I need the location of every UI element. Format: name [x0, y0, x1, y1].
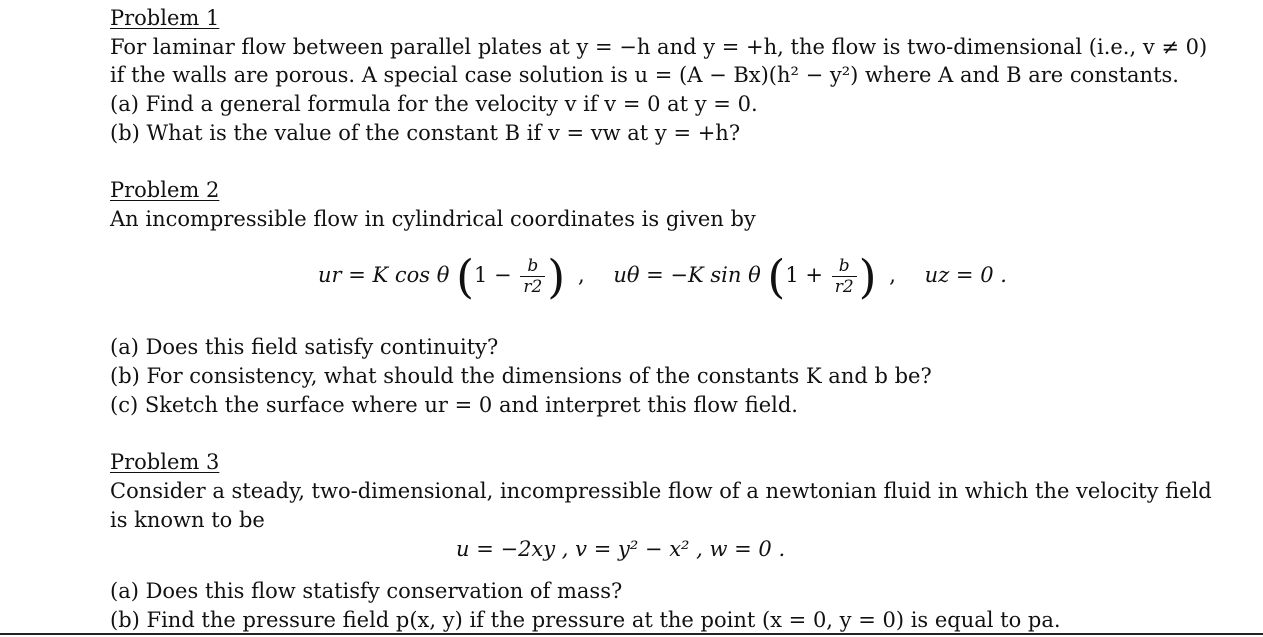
utheta-paren-left: (: [767, 249, 786, 304]
problem-3-intro-line-1: Consider a steady, two-dimensional, incompressible flow of a newtonian fluid in which the velocity field: [110, 479, 1212, 503]
problem-1-heading: Problem 1: [110, 6, 220, 30]
problem-1-intro-line-2: if the walls are porous. A special case solution is u = (A − Bx)(h² − y²) where A and B are constants.: [110, 63, 1179, 87]
problem-3-part-a: (a) Does this flow statisfy conservation of mass?: [110, 579, 623, 603]
problem-1-intro-line-1: For laminar flow between parallel plates at y = −h and y = +h, the flow is two-dimensional (i.e., v ≠ 0): [110, 35, 1208, 59]
problem-2-part-a: (a) Does this field satisfy continuity?: [110, 335, 499, 359]
equation-separator-2: ,: [889, 263, 896, 287]
problem-2-heading: Problem 2: [110, 178, 220, 202]
problem-2-equation: [318, 249, 1007, 304]
problem-2-part-b: (b) For consistency, what should the dimensions of the constants K and b be?: [110, 364, 932, 388]
problem-2-intro: An incompressible flow in cylindrical coordinates is given by: [110, 207, 756, 231]
equation-separator-1: ,: [577, 263, 585, 287]
utheta-fraction: [832, 256, 857, 297]
problem-3-intro-line-2: is known to be: [110, 508, 265, 532]
problem-1-part-a: (a) Find a general formula for the velocity v if v = 0 at y = 0.: [110, 92, 758, 116]
problem-3-part-b: (b) Find the pressure field p(x, y) if the pressure at the point (x = 0, y = 0) is equal to pa.: [110, 608, 1061, 632]
uz-equation: uz = 0 .: [924, 263, 1007, 287]
problem-2-part-c: (c) Sketch the surface where ur = 0 and interpret this flow field.: [110, 393, 798, 417]
ur-fraction-denominator: r2: [523, 277, 543, 297]
utheta-fraction-denominator: r2: [834, 277, 854, 297]
ur-paren-left: (: [456, 249, 475, 304]
ur-one-minus: 1 −: [474, 263, 512, 287]
bottom-divider: [0, 633, 1263, 635]
problem-1-part-b: (b) What is the value of the constant B if v = vw at y = +h?: [110, 121, 741, 145]
ur-fraction: [520, 256, 545, 297]
problem-3-heading: Problem 3: [110, 450, 220, 474]
utheta-one-plus: 1 +: [785, 263, 824, 287]
utheta-fraction-numerator: b: [832, 256, 857, 277]
ur-lhs: ur = K cos θ: [318, 263, 450, 287]
problem-3-equation: u = −2xy , v = y² − x² , w = 0 .: [456, 537, 786, 561]
ur-fraction-numerator: b: [520, 256, 545, 277]
ur-paren-right: ): [547, 249, 566, 304]
utheta-lhs: uθ = −K sin θ: [613, 263, 761, 287]
utheta-paren-right: ): [858, 249, 877, 304]
